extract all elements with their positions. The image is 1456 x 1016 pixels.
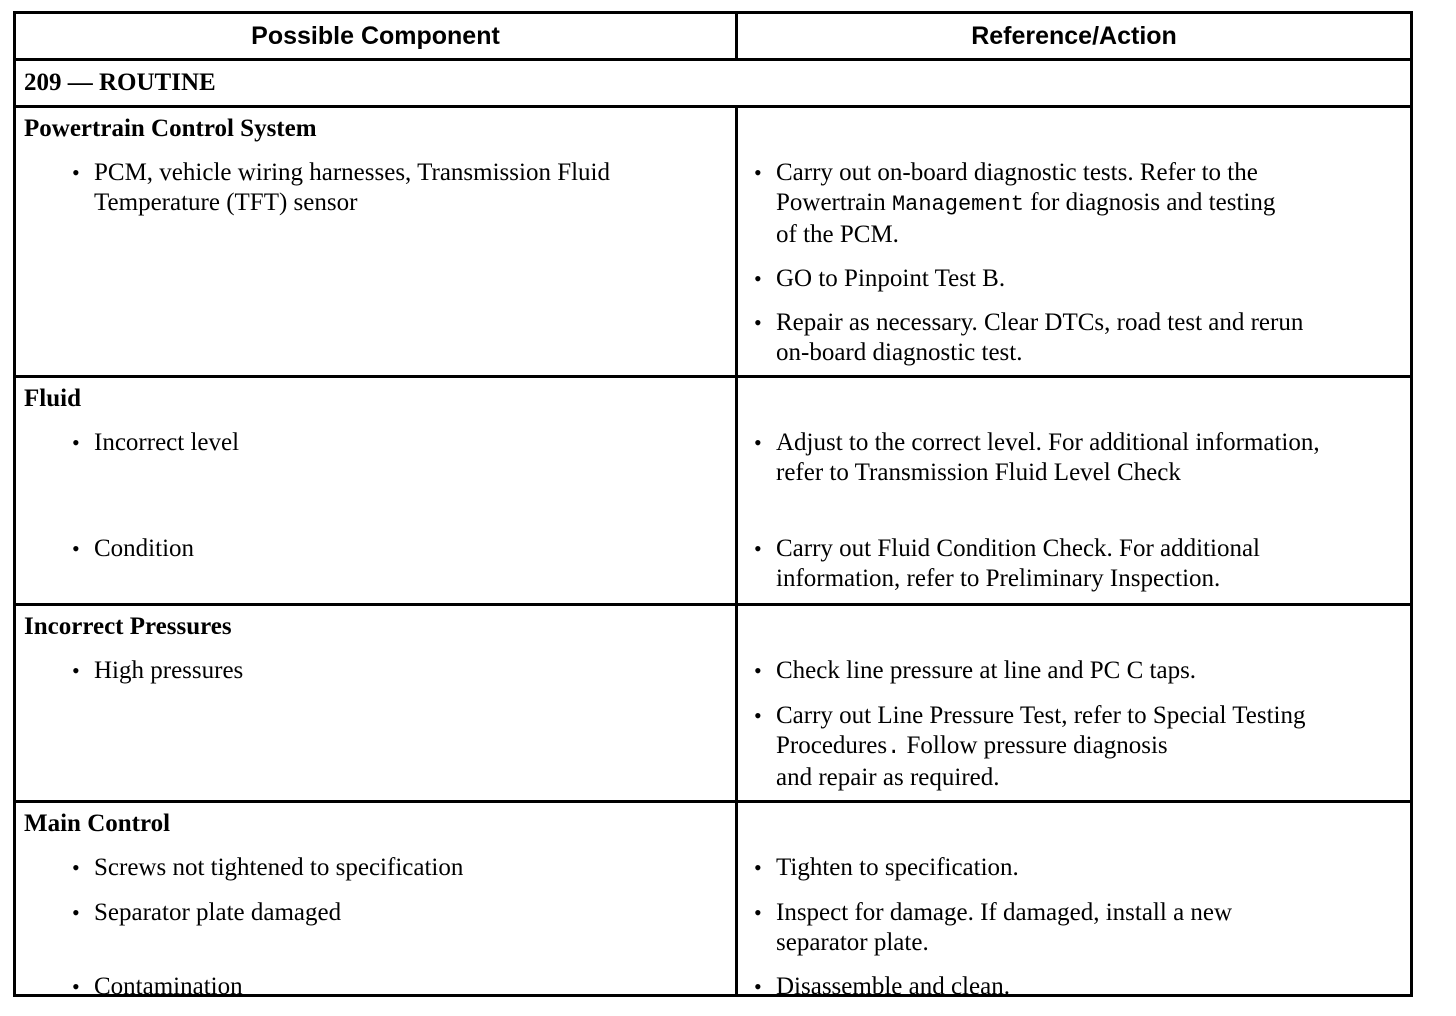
bullet-icon: • (72, 900, 80, 925)
item-text: Incorrect level (94, 429, 240, 456)
section-main-control (16, 803, 1410, 1000)
item-text: Condition (94, 535, 195, 562)
item-text: Separator plate damaged (94, 899, 342, 926)
bullet-icon: • (754, 536, 762, 561)
table-header-row (16, 14, 1410, 61)
bullet-icon: • (754, 310, 762, 335)
section-incorrect-pressures (16, 606, 1410, 803)
component-cell (16, 378, 738, 603)
item-text: Repair as necessary. Clear DTCs, road test and rerun on-board diagnostic test. (776, 309, 1304, 366)
item-text: Disassemble and clean. (776, 973, 1010, 1000)
action-cell (738, 108, 1410, 375)
section-title: Incorrect Pressures (24, 613, 232, 640)
component-cell (16, 606, 738, 800)
action-cell (738, 803, 1410, 1000)
bullet-icon: • (72, 430, 80, 455)
header-possible-component: Possible Component (16, 14, 738, 58)
header-reference-action: Reference/Action (971, 21, 1177, 50)
item-text: Adjust to the correct level. For additional information, refer to Transmission Fluid Level Check (776, 429, 1320, 486)
bullet-icon: • (754, 900, 762, 925)
bullet-icon: • (754, 266, 762, 291)
component-cell (16, 803, 738, 1000)
item-text: PCM, vehicle wiring harnesses, Transmission Fluid Temperature (TFT) sensor (94, 159, 610, 216)
item-text: Contamination (94, 973, 243, 1000)
item-text: High pressures (94, 657, 244, 684)
bullet-icon: • (754, 658, 762, 683)
item-text: Tighten to specification. (776, 854, 1019, 881)
item-text: GO to Pinpoint Test B. (776, 265, 1006, 292)
item-text: Carry out on-board diagnostic tests. Refer to the Powertrain Management for diagnosis and testing of the PCM. (776, 159, 1276, 248)
item-text: Check line pressure at line and PC C taps. (776, 657, 1197, 684)
bullet-icon: • (754, 703, 762, 728)
bullet-icon: • (754, 160, 762, 185)
section-title: Fluid (24, 385, 81, 412)
section-powertrain (16, 108, 1410, 378)
item-text: Inspect for damage. If damaged, install a new separator plate. (776, 899, 1233, 956)
section-title: Powertrain Control System (24, 115, 317, 142)
bullet-icon: • (754, 430, 762, 455)
bullet-icon: • (754, 974, 762, 999)
bullet-icon: • (72, 855, 80, 880)
bullet-icon: • (754, 855, 762, 880)
bullet-icon: • (72, 974, 80, 999)
troubleshooting-table (13, 11, 1413, 1000)
component-cell (16, 108, 738, 375)
item-text: Carry out Line Pressure Test, refer to Special Testing Procedures. Follow pressure diagnosis and repair as required. (776, 702, 1306, 791)
bullet-icon: • (72, 536, 80, 561)
routine-row: 209 — ROUTINE (16, 61, 1410, 108)
action-cell (738, 606, 1410, 800)
section-title: Main Control (24, 810, 171, 837)
action-cell (738, 378, 1410, 603)
section-fluid (16, 378, 1410, 606)
item-text: Screws not tightened to specification (94, 854, 464, 881)
item-text: Carry out Fluid Condition Check. For additional information, refer to Preliminary Inspection. (776, 535, 1260, 592)
bullet-icon: • (72, 658, 80, 683)
bullet-icon: • (72, 160, 80, 185)
